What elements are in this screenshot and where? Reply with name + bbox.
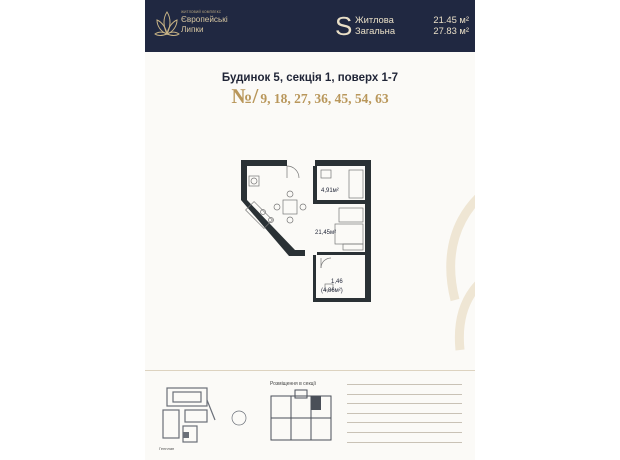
- number-sign: №/: [231, 84, 259, 108]
- living-area-value: 21.45 м²: [433, 14, 469, 25]
- brand-caption: ЖИТЛОВИЙ КОМПЛЕКС: [181, 10, 222, 14]
- living-room-area-label: 21,45м²: [315, 230, 337, 236]
- genplan-highlight: [183, 432, 189, 438]
- balcony-area-label: 1,46: [331, 279, 343, 285]
- section-layout-plan: [267, 388, 337, 450]
- apartment-numbers: [145, 84, 475, 109]
- section-location-label: Розміщення в секції: [270, 381, 317, 387]
- note-line: [347, 413, 462, 414]
- bathroom-area-label: 4,91м²: [321, 188, 339, 194]
- plan-furniture: [246, 166, 363, 290]
- leaf-watermark-icon: [425, 150, 475, 400]
- plan-walls: [241, 160, 371, 302]
- page-title: Будинок 5, секція 1, поверх 1-7: [221, 72, 399, 84]
- total-area-label: Загальна: [355, 25, 396, 36]
- brand-line-2: Липки: [181, 25, 204, 34]
- compass-icon: [232, 411, 246, 425]
- section-highlight: [311, 396, 321, 410]
- note-line: [347, 442, 462, 443]
- total-area-value: 27.83 м²: [433, 25, 469, 36]
- floor-plan: [231, 156, 381, 316]
- area-summary: [355, 14, 469, 36]
- genplan-label: Генплан: [159, 446, 175, 451]
- notes-lines: [347, 384, 462, 454]
- total-area-row: [355, 25, 469, 36]
- note-line: [347, 422, 462, 423]
- note-line: [347, 432, 462, 433]
- apartment-number-list: 9, 18, 27, 36, 45, 54, 63: [260, 91, 389, 106]
- living-area-row: [355, 14, 469, 25]
- brand-name: [181, 15, 228, 35]
- note-line: [347, 384, 462, 385]
- living-area-label: Житлова: [355, 14, 394, 25]
- genplan-map: [155, 380, 255, 455]
- balcony-area-full-label: (4,86м²): [321, 288, 343, 294]
- brand-line-1: Європейські: [181, 15, 228, 24]
- note-line: [347, 394, 462, 395]
- note-line: [347, 403, 462, 404]
- leaf-logo-icon: [153, 4, 181, 44]
- header-bar: [145, 0, 475, 52]
- area-s-symbol: S: [335, 11, 353, 41]
- bottom-divider: [145, 370, 475, 371]
- apartment-plan-sheet: [145, 0, 475, 460]
